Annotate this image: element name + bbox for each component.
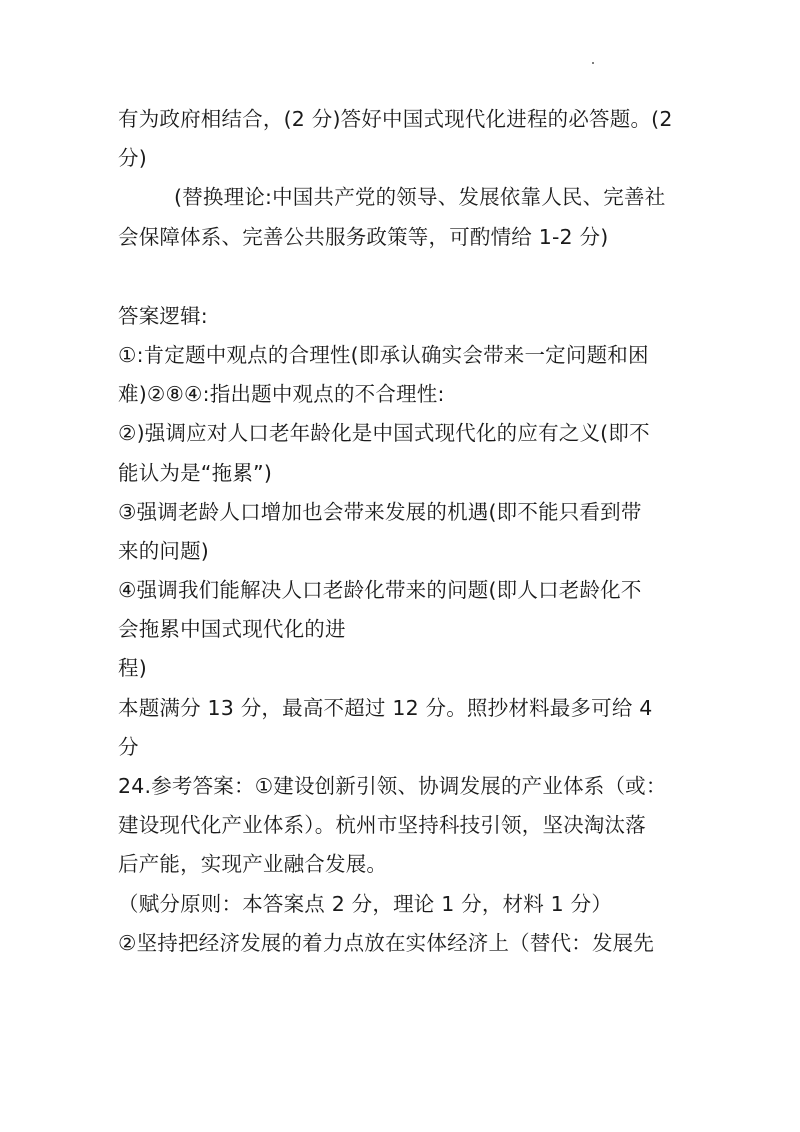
text-line: 来的问题)	[118, 538, 209, 563]
text-line: 会保障体系、完善公共服务政策等，可酌情给 1-2 分)	[118, 224, 609, 249]
text-line: 本题满分 13 分，最高不超过 12 分。照抄材料最多可给 4	[118, 695, 653, 720]
text-line: 程)	[118, 656, 147, 681]
text-line: 分	[118, 734, 139, 759]
text-line: （赋分原则：本答案点 2 分，理论 1 分，材料 1 分）	[118, 891, 613, 916]
section-heading: 答案逻辑:	[118, 303, 208, 328]
document-body	[118, 100, 698, 963]
text-line: 会拖累中国式现代化的进	[118, 617, 346, 642]
text-line-indented: (替换理论:中国共产党的领导、发展依靠人民、完善社	[174, 185, 666, 210]
text-line: ②)强调应对人口老年龄化是中国式现代化的应有之义(即不	[118, 421, 650, 446]
text-line: 难)②⑧④:指出题中观点的不合理性:	[118, 382, 445, 407]
text-line: 建设现代化产业体系）。杭州市坚持科技引领，坚决淘汰落	[118, 813, 646, 838]
text-line: 24.参考答案：①建设创新引领、协调发展的产业体系（或：	[118, 774, 667, 798]
text-line: 能认为是“拖累”)	[118, 460, 273, 485]
text-line: ③强调老龄人口增加也会带来发展的机遇(即不能只看到带	[118, 499, 642, 524]
scan-dot-mark	[592, 62, 594, 64]
text-line: ④强调我们能解决人口老龄化带来的问题(即人口老龄化不	[118, 578, 642, 603]
text-line: 分)	[118, 146, 147, 171]
text-line: ②坚持把经济发展的着力点放在实体经济上（替代：发展先	[118, 930, 655, 955]
text-line: 后产能，实现产业融合发展。	[118, 852, 388, 877]
text-line: 有为政府相结合，(2 分)答好中国式现代化进程的必答题。(2	[118, 107, 673, 131]
text-line: ①:肯定题中观点的合理性(即承认确实会带来一定问题和困	[118, 342, 649, 367]
paragraph-gap	[118, 257, 698, 297]
